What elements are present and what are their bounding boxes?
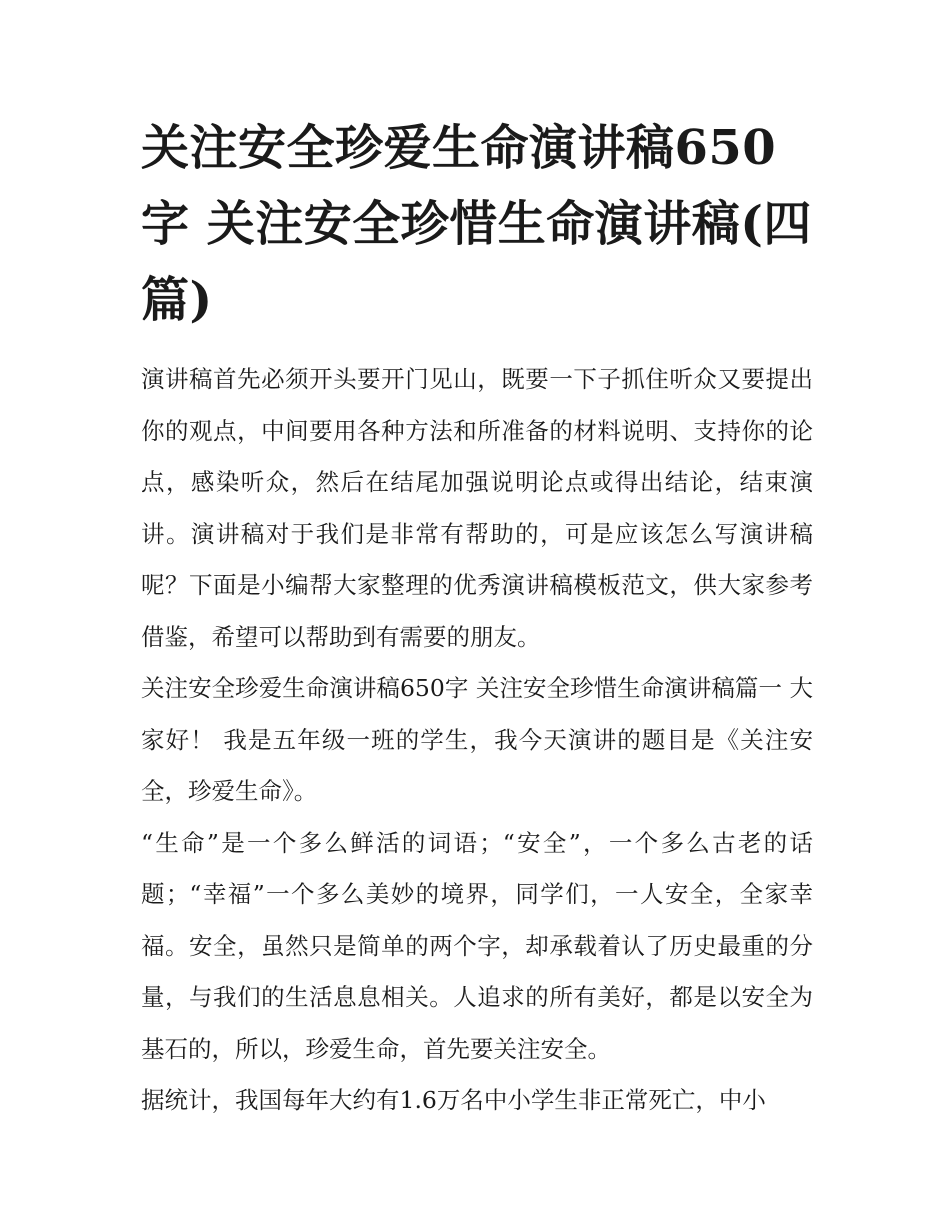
paragraph-statistics: 据统计，我国每年大约有1.6万名中小学生非正常死亡，中小 [141, 1086, 766, 1114]
paragraph-section-one-opening: 关注安全珍爱生命演讲稿650字 关注安全珍惜生命演讲稿篇一 大家好！ 我是五年级一班的学生，我今天演讲的题目是《关注安全，珍爱生命》。 [141, 674, 813, 805]
document-title: 关注安全珍爱生命演讲稿650字 关注安全珍惜生命演讲稿(四篇) [141, 120, 812, 328]
paragraph-life-safety: “生命”是一个多么鲜活的词语；“安全”，一个多么古老的话题；“幸福”一个多么美妙的境界，同学们，一人安全，全家幸福。安全，虽然只是简单的两个字，却承载着认了历史最重的分量，与我们的生活息息相关。人追求的所有美好，都是以安全为基石的，所以，珍爱生命，首先要关注安全。 [141, 828, 813, 1063]
document-page [141, 110, 813, 1127]
paragraph-intro: 演讲稿首先必须开头要开门见山，既要一下子抓住听众又要提出你的观点，中间要用各种方法和所准备的材料说明、支持你的论点，感染听众，然后在结尾加强说明论点或得出结论，结束演讲。演讲稿对于我们是非常有帮助的，可是应该怎么写演讲稿呢？下面是小编帮大家整理的优秀演讲稿模板范文，供大家参考借鉴，希望可以帮助到有需要的朋友。 [141, 365, 813, 651]
